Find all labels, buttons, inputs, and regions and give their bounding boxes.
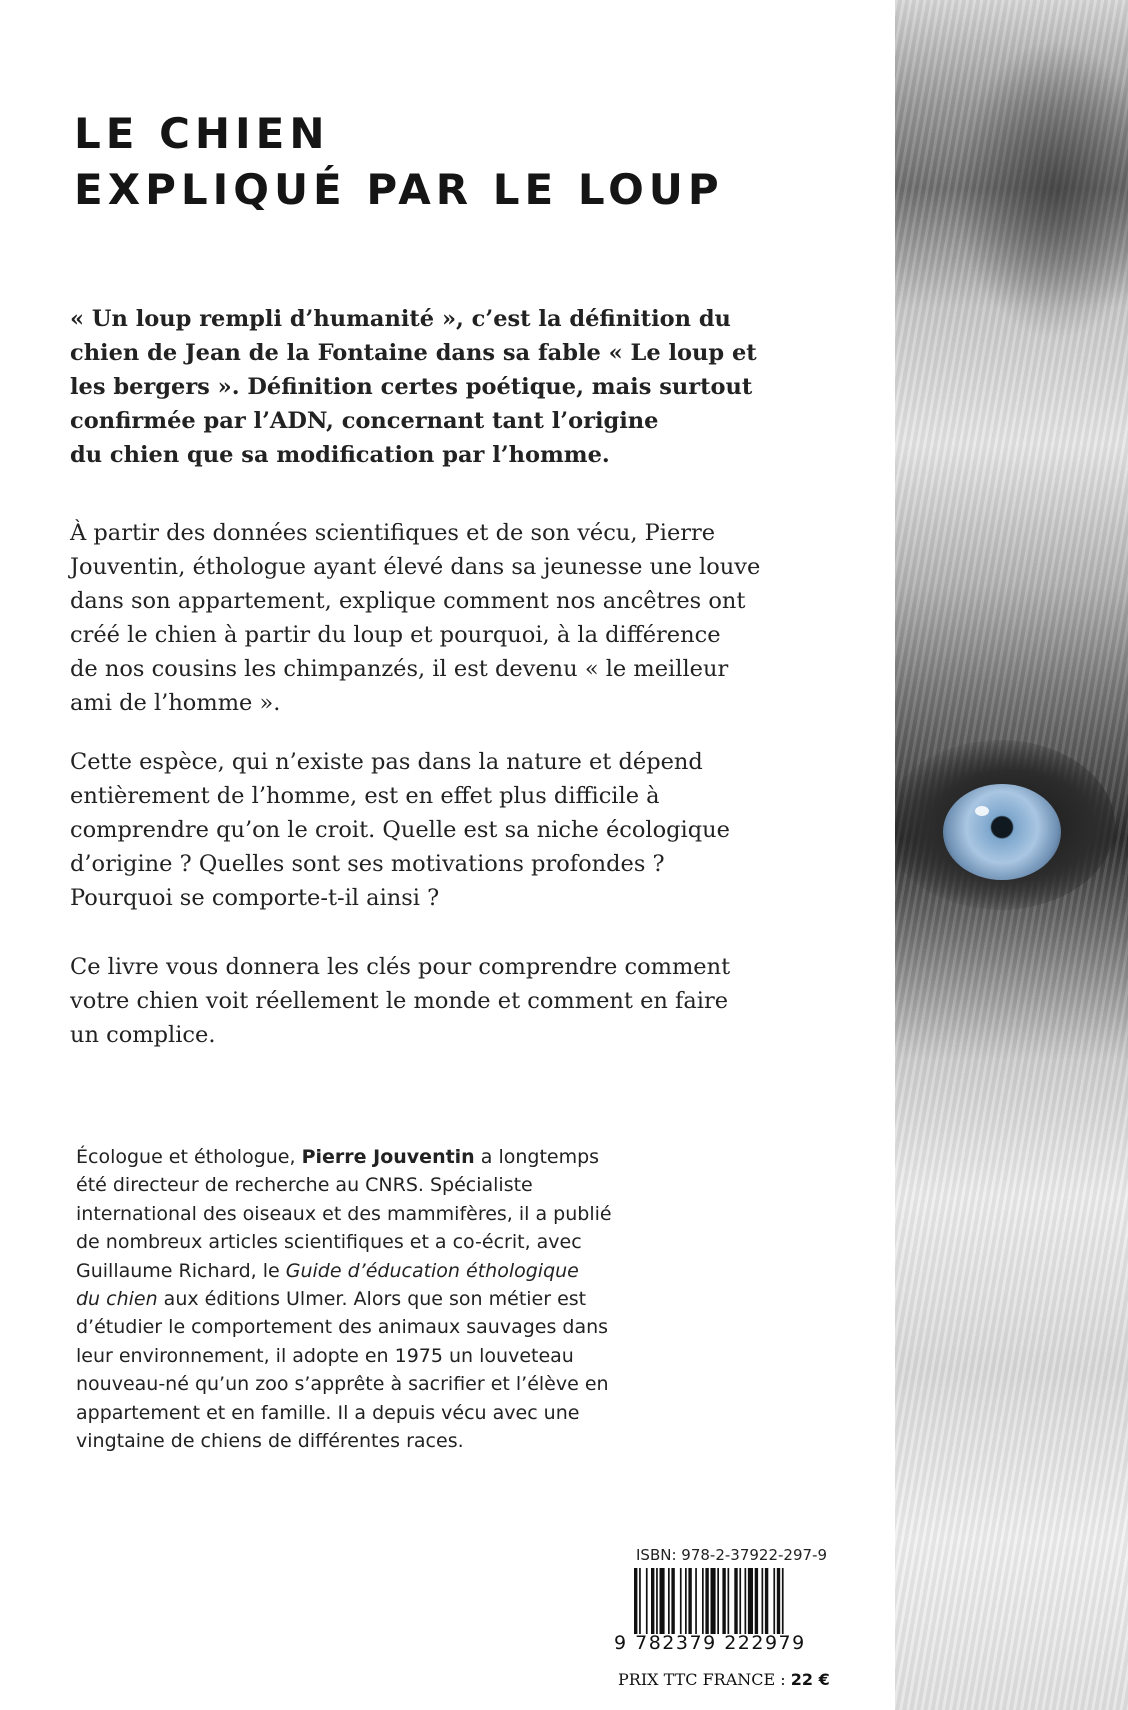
lead-line: confirmée par l’ADN, concernant tant l’origine — [70, 408, 659, 434]
author-name: Pierre Jouventin — [301, 1146, 475, 1168]
paragraph-line: Cette espèce, qui n’existe pas dans la nature et dépend — [70, 749, 703, 775]
paragraph-line: de nos cousins les chimpanzés, il est devenu « le meilleur — [70, 656, 729, 682]
price-value: 22 € — [790, 1670, 830, 1689]
wolf-eye-photo — [895, 0, 1128, 1710]
bio-line — [76, 1143, 676, 1171]
paragraph-line: comprendre qu’on le croit. Quelle est sa niche écologique — [70, 817, 730, 843]
bio-text: Écologue et éthologue, — [76, 1146, 302, 1168]
lead-paragraph — [70, 302, 890, 472]
lead-line: du chien que sa modification par l’homme. — [70, 442, 610, 468]
isbn-label: ISBN: 978-2-37922-297-9 — [636, 1546, 827, 1564]
bio-text: aux éditions Ulmer. Alors que son métier est — [157, 1288, 587, 1311]
lead-line: chien de Jean de la Fontaine dans sa fable « Le loup et — [70, 340, 757, 366]
bio-line: de nombreux articles scientifiques et a co-écrit, avec — [76, 1231, 582, 1254]
paragraph-line: entièrement de l’homme, est en effet plus difficile à — [70, 783, 660, 809]
bio-line: nouveau-né qu’un zoo s’apprête à sacrifier et l’élève en — [76, 1373, 609, 1396]
paragraph-line: un complice. — [70, 1022, 216, 1048]
bio-line: été directeur de recherche au CNRS. Spécialiste — [76, 1174, 533, 1197]
paragraph-line: d’origine ? Quelles sont ses motivations profondes ? — [70, 851, 665, 877]
paragraph-line: Ce livre vous donnera les clés pour comprendre comment — [70, 954, 731, 980]
bio-text: Guillaume Richard, le — [76, 1259, 286, 1282]
bio-line: international des oiseaux et des mammifères, il a publié — [76, 1202, 612, 1225]
price-text: PRIX TTC FRANCE : — [618, 1670, 791, 1689]
paragraph-line: Jouventin, éthologue ayant élevé dans sa jeunesse une louve — [70, 554, 761, 580]
paragraph-4 — [70, 950, 890, 1052]
lead-line: les bergers ». Définition certes poétique, mais surtout — [70, 374, 753, 400]
bio-line: vingtaine de chiens de différentes races. — [76, 1430, 464, 1453]
bio-text: a longtemps — [474, 1146, 600, 1168]
paragraph-line: votre chien voit réellement le monde et comment en faire — [70, 988, 729, 1014]
title-line-2: EXPLIQUÉ PAR LE LOUP — [74, 165, 724, 214]
lead-line: « Un loup rempli d’humanité », c’est la définition du — [70, 306, 731, 332]
book-reference: du chien — [76, 1288, 158, 1311]
paragraph-2 — [70, 516, 890, 720]
bio-line: appartement et en famille. Il a depuis vécu avec une — [76, 1401, 580, 1424]
paragraph-3 — [70, 745, 890, 915]
barcode-digits: 9 782379 222979 — [614, 1632, 806, 1654]
paragraph-line: créé le chien à partir du loup et pourquoi, à la différence — [70, 622, 721, 648]
blue-eye — [943, 784, 1061, 880]
bio-line — [76, 1257, 676, 1285]
barcode — [634, 1568, 839, 1634]
paragraph-line: dans son appartement, explique comment nos ancêtres ont — [70, 588, 746, 614]
book-reference: Guide d’éducation éthologique — [285, 1259, 579, 1282]
price-label — [618, 1670, 830, 1689]
title-line-1: LE CHIEN — [74, 109, 330, 158]
bio-line — [76, 1285, 676, 1313]
paragraph-line: À partir des données scientifiques et de son vécu, Pierre — [70, 520, 716, 546]
book-title — [74, 106, 724, 218]
eye-glint — [975, 806, 989, 816]
paragraph-line: Pourquoi se comporte-t-il ainsi ? — [70, 885, 440, 911]
author-bio — [76, 1143, 676, 1455]
bio-line: d’étudier le comportement des animaux sauvages dans — [76, 1316, 609, 1339]
paragraph-line: ami de l’homme ». — [70, 690, 281, 716]
bio-line: leur environnement, il adopte en 1975 un louveteau — [76, 1344, 574, 1367]
